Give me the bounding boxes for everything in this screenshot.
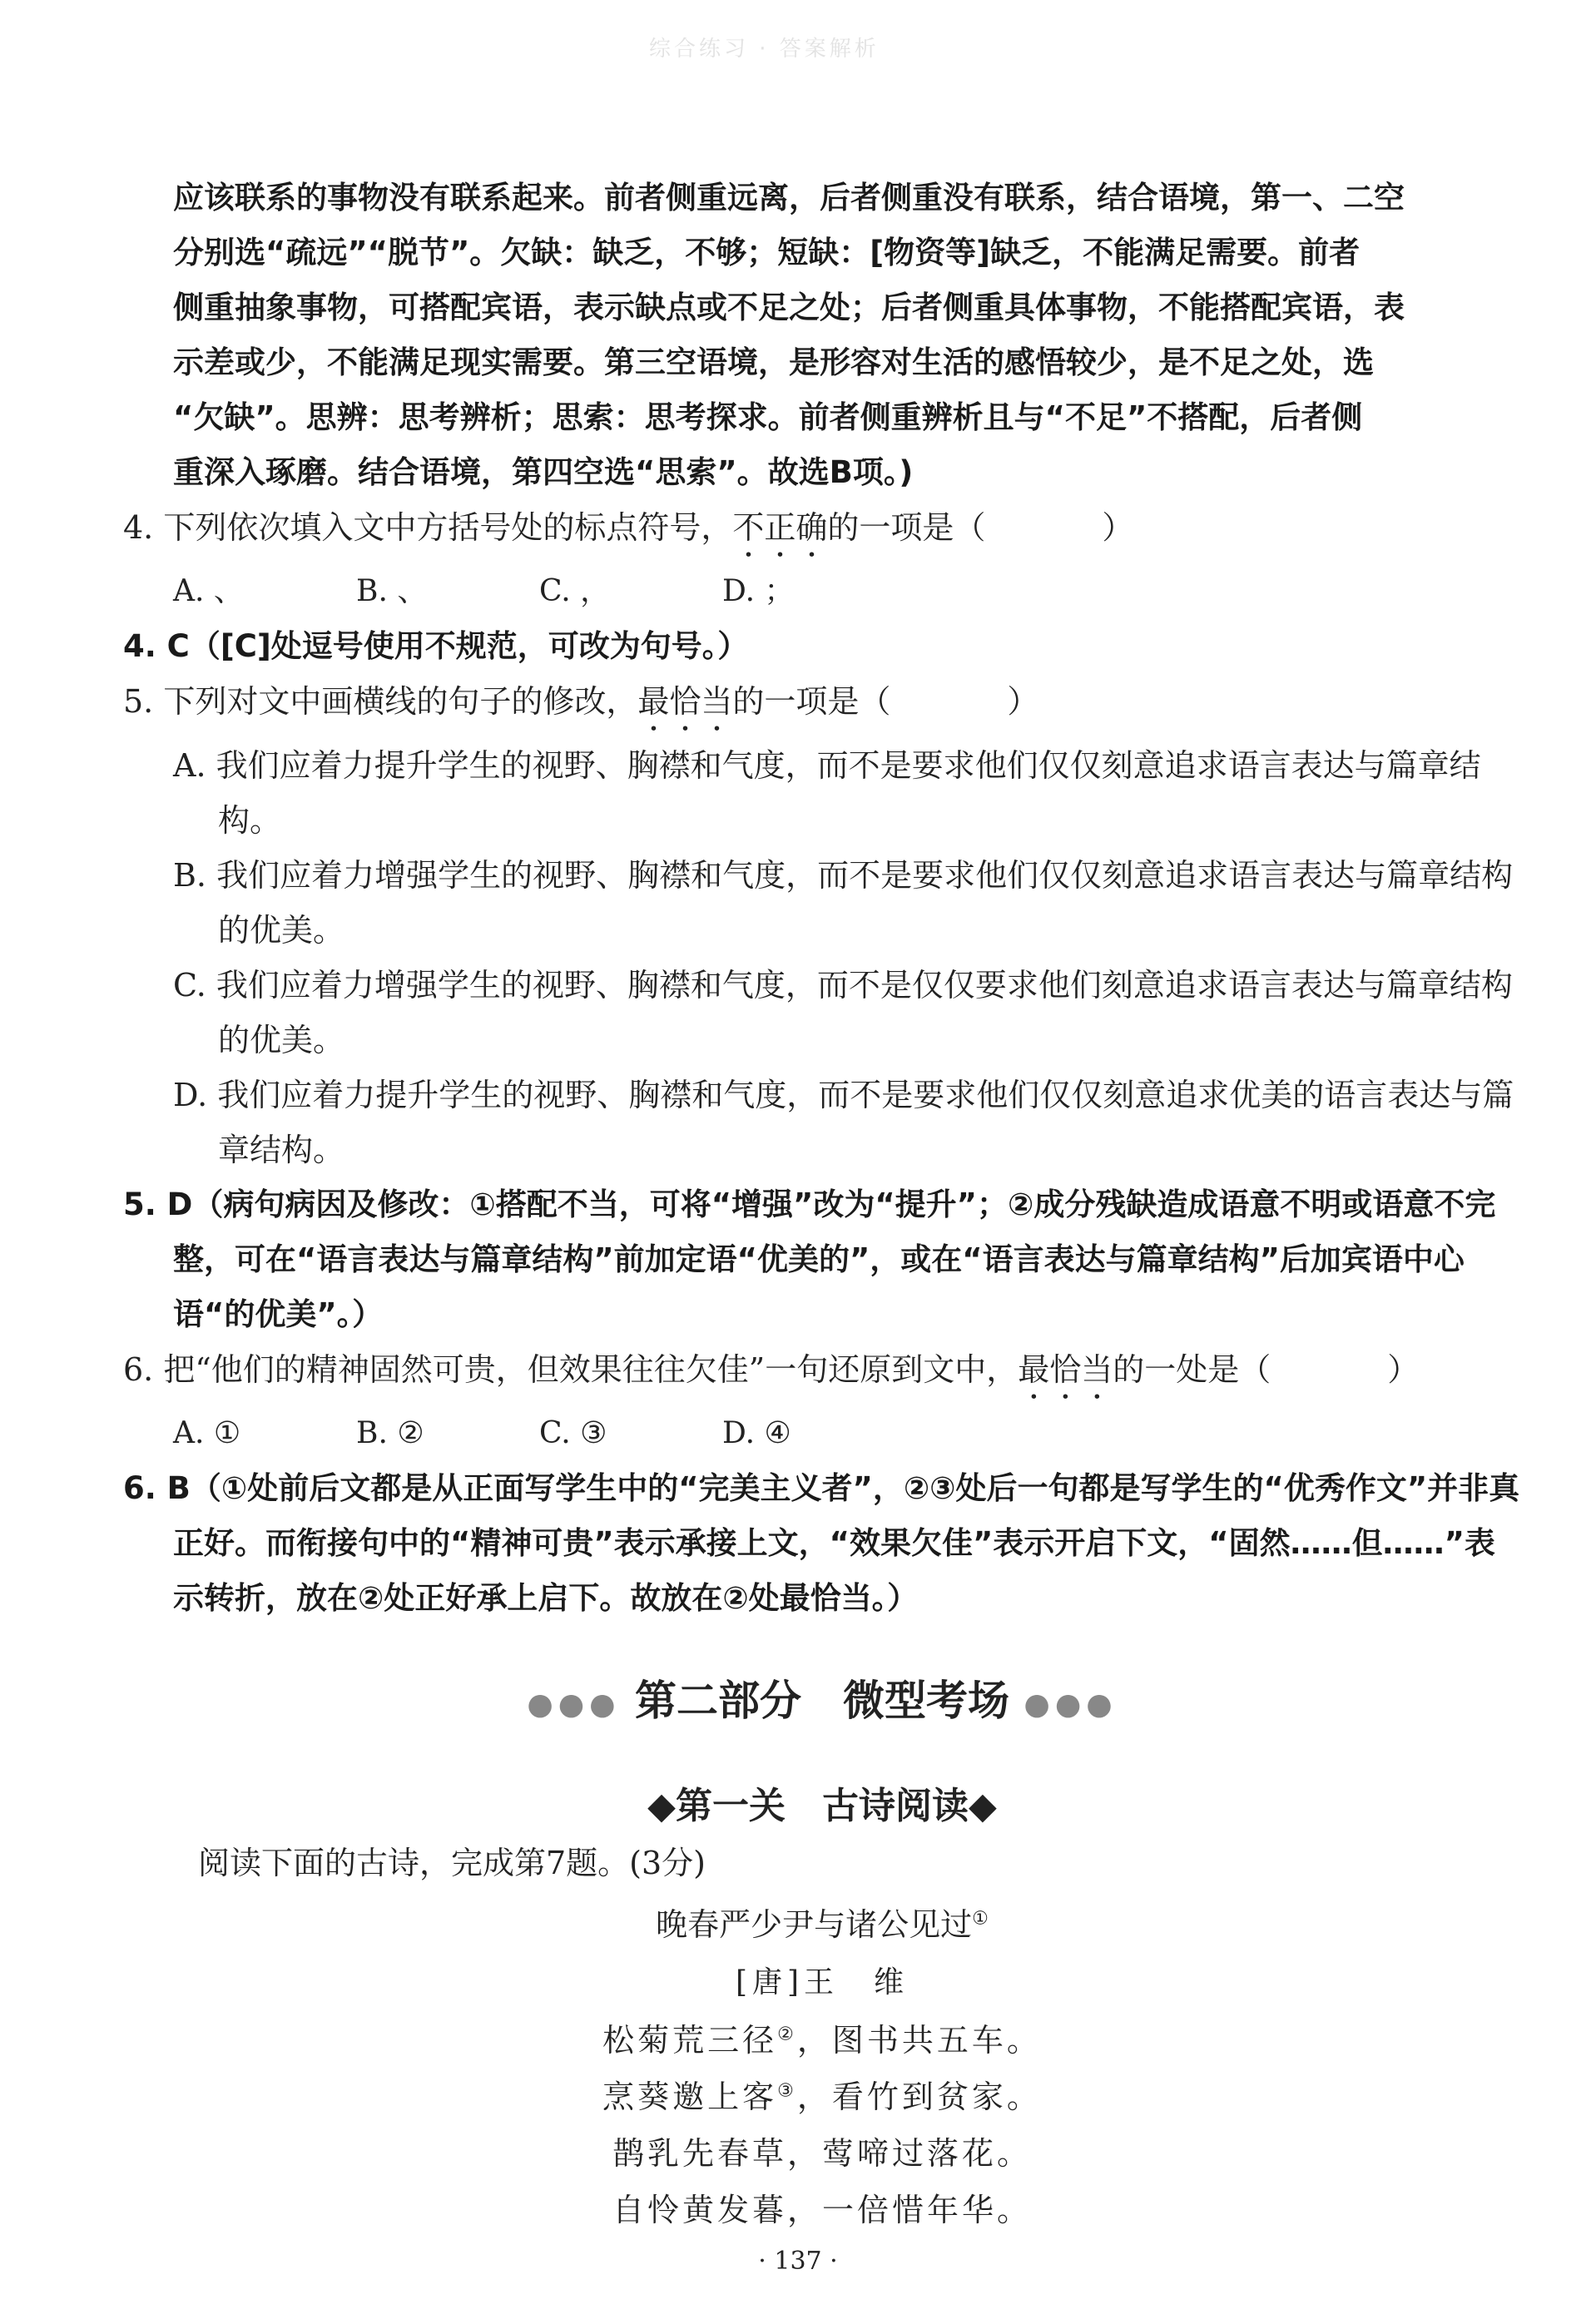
decorative-dots-left: ●●● <box>527 1687 621 1722</box>
answer-3-continuation <box>123 171 1521 500</box>
option-text: 我们应着力提升学生的视野、胸襟和气度，而不是要求他们仅仅刻意追求优美的语言表达与篇章结构。 <box>217 1077 1514 1168</box>
section-title-text: 第二部分 微型考场 <box>635 1676 1009 1725</box>
question-5-emphasis: 最恰当 <box>637 683 733 720</box>
question-6-suffix: 的一处是（ <box>1113 1351 1271 1388</box>
option-c: C. ③ <box>539 1416 607 1450</box>
option-text: 我们应着力增强学生的视野、胸襟和气度，而不是要求他们仅仅刻意追求语言表达与篇章结构的优美。 <box>216 857 1514 949</box>
question-5-suffix: 的一项是（ <box>732 683 891 720</box>
page-content <box>123 171 1521 2238</box>
question-4-prefix: 4. 下列依次填入文中方括号处的标点符号， <box>123 509 733 546</box>
text-line: “欠缺”。思辨：思考辨析；思索：思考探求。前者侧重辨析且与“不足”不搭配，后者侧 <box>173 399 1363 435</box>
question-6-close: ） <box>1387 1351 1420 1388</box>
poem-line <box>123 2069 1521 2125</box>
option-label: C. <box>173 967 206 1003</box>
answer-4: 4. C（[C]处逗号使用不规范，可改为句号。） <box>123 628 749 664</box>
footnote-mark: ② <box>777 2024 797 2045</box>
poem-line-text: 松菊荒三径 <box>602 2022 778 2059</box>
text-line: 分别选“疏远”“脱节”。欠缺：缺乏，不够；短缺：[物资等]缺乏，不能满足需要。前者 <box>173 235 1361 270</box>
section-title <box>123 1667 1521 1737</box>
question-6-options <box>123 1406 1521 1461</box>
question-5-option-c <box>123 958 1521 1068</box>
question-5 <box>123 674 1521 738</box>
decorative-dots-right: ●●● <box>1024 1687 1118 1722</box>
option-label: B. <box>173 857 207 894</box>
option-a: A. ① <box>173 1416 241 1450</box>
poem-line <box>123 2125 1521 2182</box>
poem-line-rest: ，看竹到贫家。 <box>796 2079 1042 2115</box>
question-5-prefix: 5. 下列对文中画横线的句子的修改， <box>123 683 638 720</box>
poem-line-text: 鹊乳先春草，莺啼过落花。 <box>612 2135 1032 2172</box>
option-b: B. 、 <box>356 574 428 608</box>
poem-title <box>123 1895 1521 1954</box>
footnote-mark: ① <box>972 1908 989 1930</box>
poem-line <box>123 2182 1521 2238</box>
question-4-emphasis: 不正确 <box>732 509 828 546</box>
question-4-options <box>123 564 1521 619</box>
question-5-option-d <box>123 1068 1521 1177</box>
option-label: A. <box>173 747 206 784</box>
question-5-option-a <box>123 738 1521 848</box>
poem-line-rest: ，图书共五车。 <box>796 2022 1042 2059</box>
poem-line <box>123 2012 1521 2069</box>
page-header: 综合练习 · 答案解析 <box>649 37 880 62</box>
option-d: D. ； <box>722 574 795 608</box>
option-c: C. ， <box>539 574 611 608</box>
poem-line-text: 烹葵邀上客 <box>602 2079 778 2115</box>
question-5-option-b <box>123 848 1521 958</box>
footnote-mark: ③ <box>777 2080 797 2102</box>
option-text: 我们应着力提升学生的视野、胸襟和气度，而不是要求他们仅仅刻意追求语言表达与篇章结构。 <box>216 747 1481 839</box>
question-4-close: ） <box>1102 509 1134 546</box>
poem-title-text: 晚春严少尹与诸公见过 <box>656 1906 973 1943</box>
answer-5: 5. D（病句病因及修改：①搭配不当，可将“增强”改为“提升”；②成分残缺造成语意不明或语意不完整，可在“语言表达与篇章结构”前加定语“优美的”，或在“语言表达与篇章结构”后加宾语中心语“的优美”。） <box>123 1187 1496 1332</box>
option-d: D. ④ <box>722 1416 791 1450</box>
question-5-close: ） <box>1007 683 1039 720</box>
question-6 <box>123 1342 1521 1406</box>
subsection-title: ◆第一关 古诗阅读◆ <box>647 1785 997 1827</box>
reading-instruction: 阅读下面的古诗，完成第7题。(3分) <box>198 1845 706 1881</box>
text-line: 重深入琢磨。结合语境，第四空选“思索”。故选B项。) <box>173 454 914 490</box>
poem <box>123 1895 1521 2238</box>
option-text: 我们应着力增强学生的视野、胸襟和气度，而不是仅仅要求他们刻意追求语言表达与篇章结构的优美。 <box>216 967 1513 1058</box>
option-a: A. 、 <box>173 574 244 608</box>
question-6-emphasis: 最恰当 <box>1018 1351 1113 1388</box>
text-line: 示差或少，不能满足现实需要。第三空语境，是形容对生活的感悟较少，是不足之处，选 <box>173 344 1374 380</box>
option-label: D. <box>173 1077 208 1113</box>
option-b: B. ② <box>356 1416 424 1450</box>
text-line: 侧重抽象事物，可搭配宾语，表示缺点或不足之处；后者侧重具体事物，不能搭配宾语，表 <box>173 290 1405 325</box>
page-number: · 137 · <box>758 2247 838 2276</box>
question-4-suffix: 的一项是（ <box>827 509 986 546</box>
answer-6: 6. B（①处前后文都是从正面写学生中的“完美主义者”，②③处后一句都是写学生的“优秀作文”并非真正好。而衔接句中的“精神可贵”表示承接上文，“效果欠佳”表示开启下文，“固然……但……”表示转折，放在②处正好承上启下。故放在②处最恰当。） <box>123 1470 1520 1616</box>
poem-author: [唐]王 维 <box>735 1965 910 1999</box>
question-6-prefix: 6. 把“他们的精神固然可贵，但效果往往欠佳”一句还原到文中， <box>123 1351 1019 1388</box>
poem-line-text: 自怜黄发暮，一倍惜年华。 <box>612 2192 1032 2228</box>
question-4 <box>123 500 1521 564</box>
text-line: 应该联系的事物没有联系起来。前者侧重远离，后者侧重没有联系，结合语境，第一、二空 <box>173 180 1405 216</box>
